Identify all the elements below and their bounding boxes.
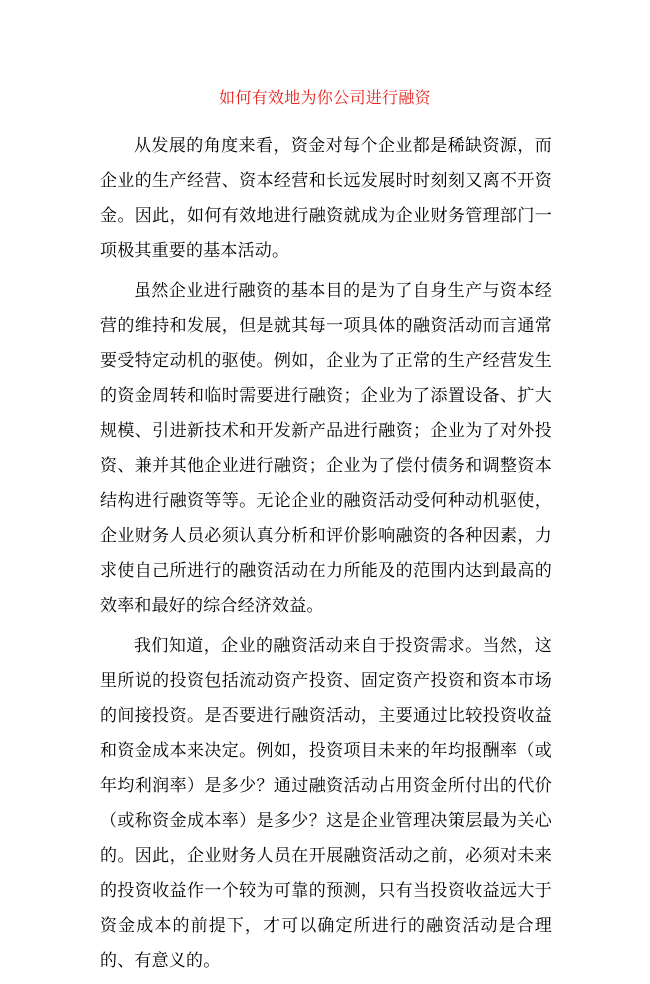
paragraph-1: 从发展的角度来看，资金对每个企业都是稀缺资源，而企业的生产经营、资本经营和长远发展时时刻刻又离不开资金。因此，如何有效地进行融资就成为企业财务管理部门一项极其重要的基本活动。 (100, 136, 552, 261)
paragraph-2: 虽然企业进行融资的基本目的是为了自身生产与资本经营的维持和发展，但是就其每一项具体的融资活动而言通常要受特定动机的驱使。例如，企业为了正常的生产经营发生的资金周转和临时需要进行融资；企业为了添置设备、扩大规模、引进新技术和开发新产品进行融资；企业为了对外投资、兼并其他企业进行融资；企业为了偿付债务和调整资本结构进行融资等等。无论企业的融资活动受何种动机驱使，企业财务人员必须认真分析和评价影响融资的各种因素，力求使自己所进行的融资活动在力所能及的范围内达到最高的效率和最好的综合经济效益。 (100, 281, 552, 616)
document-title: 如何有效地为你公司进行融资 (219, 88, 431, 107)
paragraph-3: 我们知道，企业的融资活动来自于投资需求。当然，这里所说的投资包括流动资产投资、固定资产投资和资本市场的间接投资。是否要进行融资活动，主要通过比较投资收益和资金成本来决定。例如，投资项目未来的年均报酬率（或年均利润率）是多少？通过融资活动占用资金所付出的代价（或称资金成本率）是多少？这是企业管理决策层最为关心的。因此，企业财务人员在开展融资活动之前，必须对未来的投资收益作一个较为可靠的预测，只有当投资收益远大于资金成本的前提下，才可以确定所进行的融资活动是合理的、有意义的。 (100, 636, 552, 971)
document-body (100, 129, 552, 984)
